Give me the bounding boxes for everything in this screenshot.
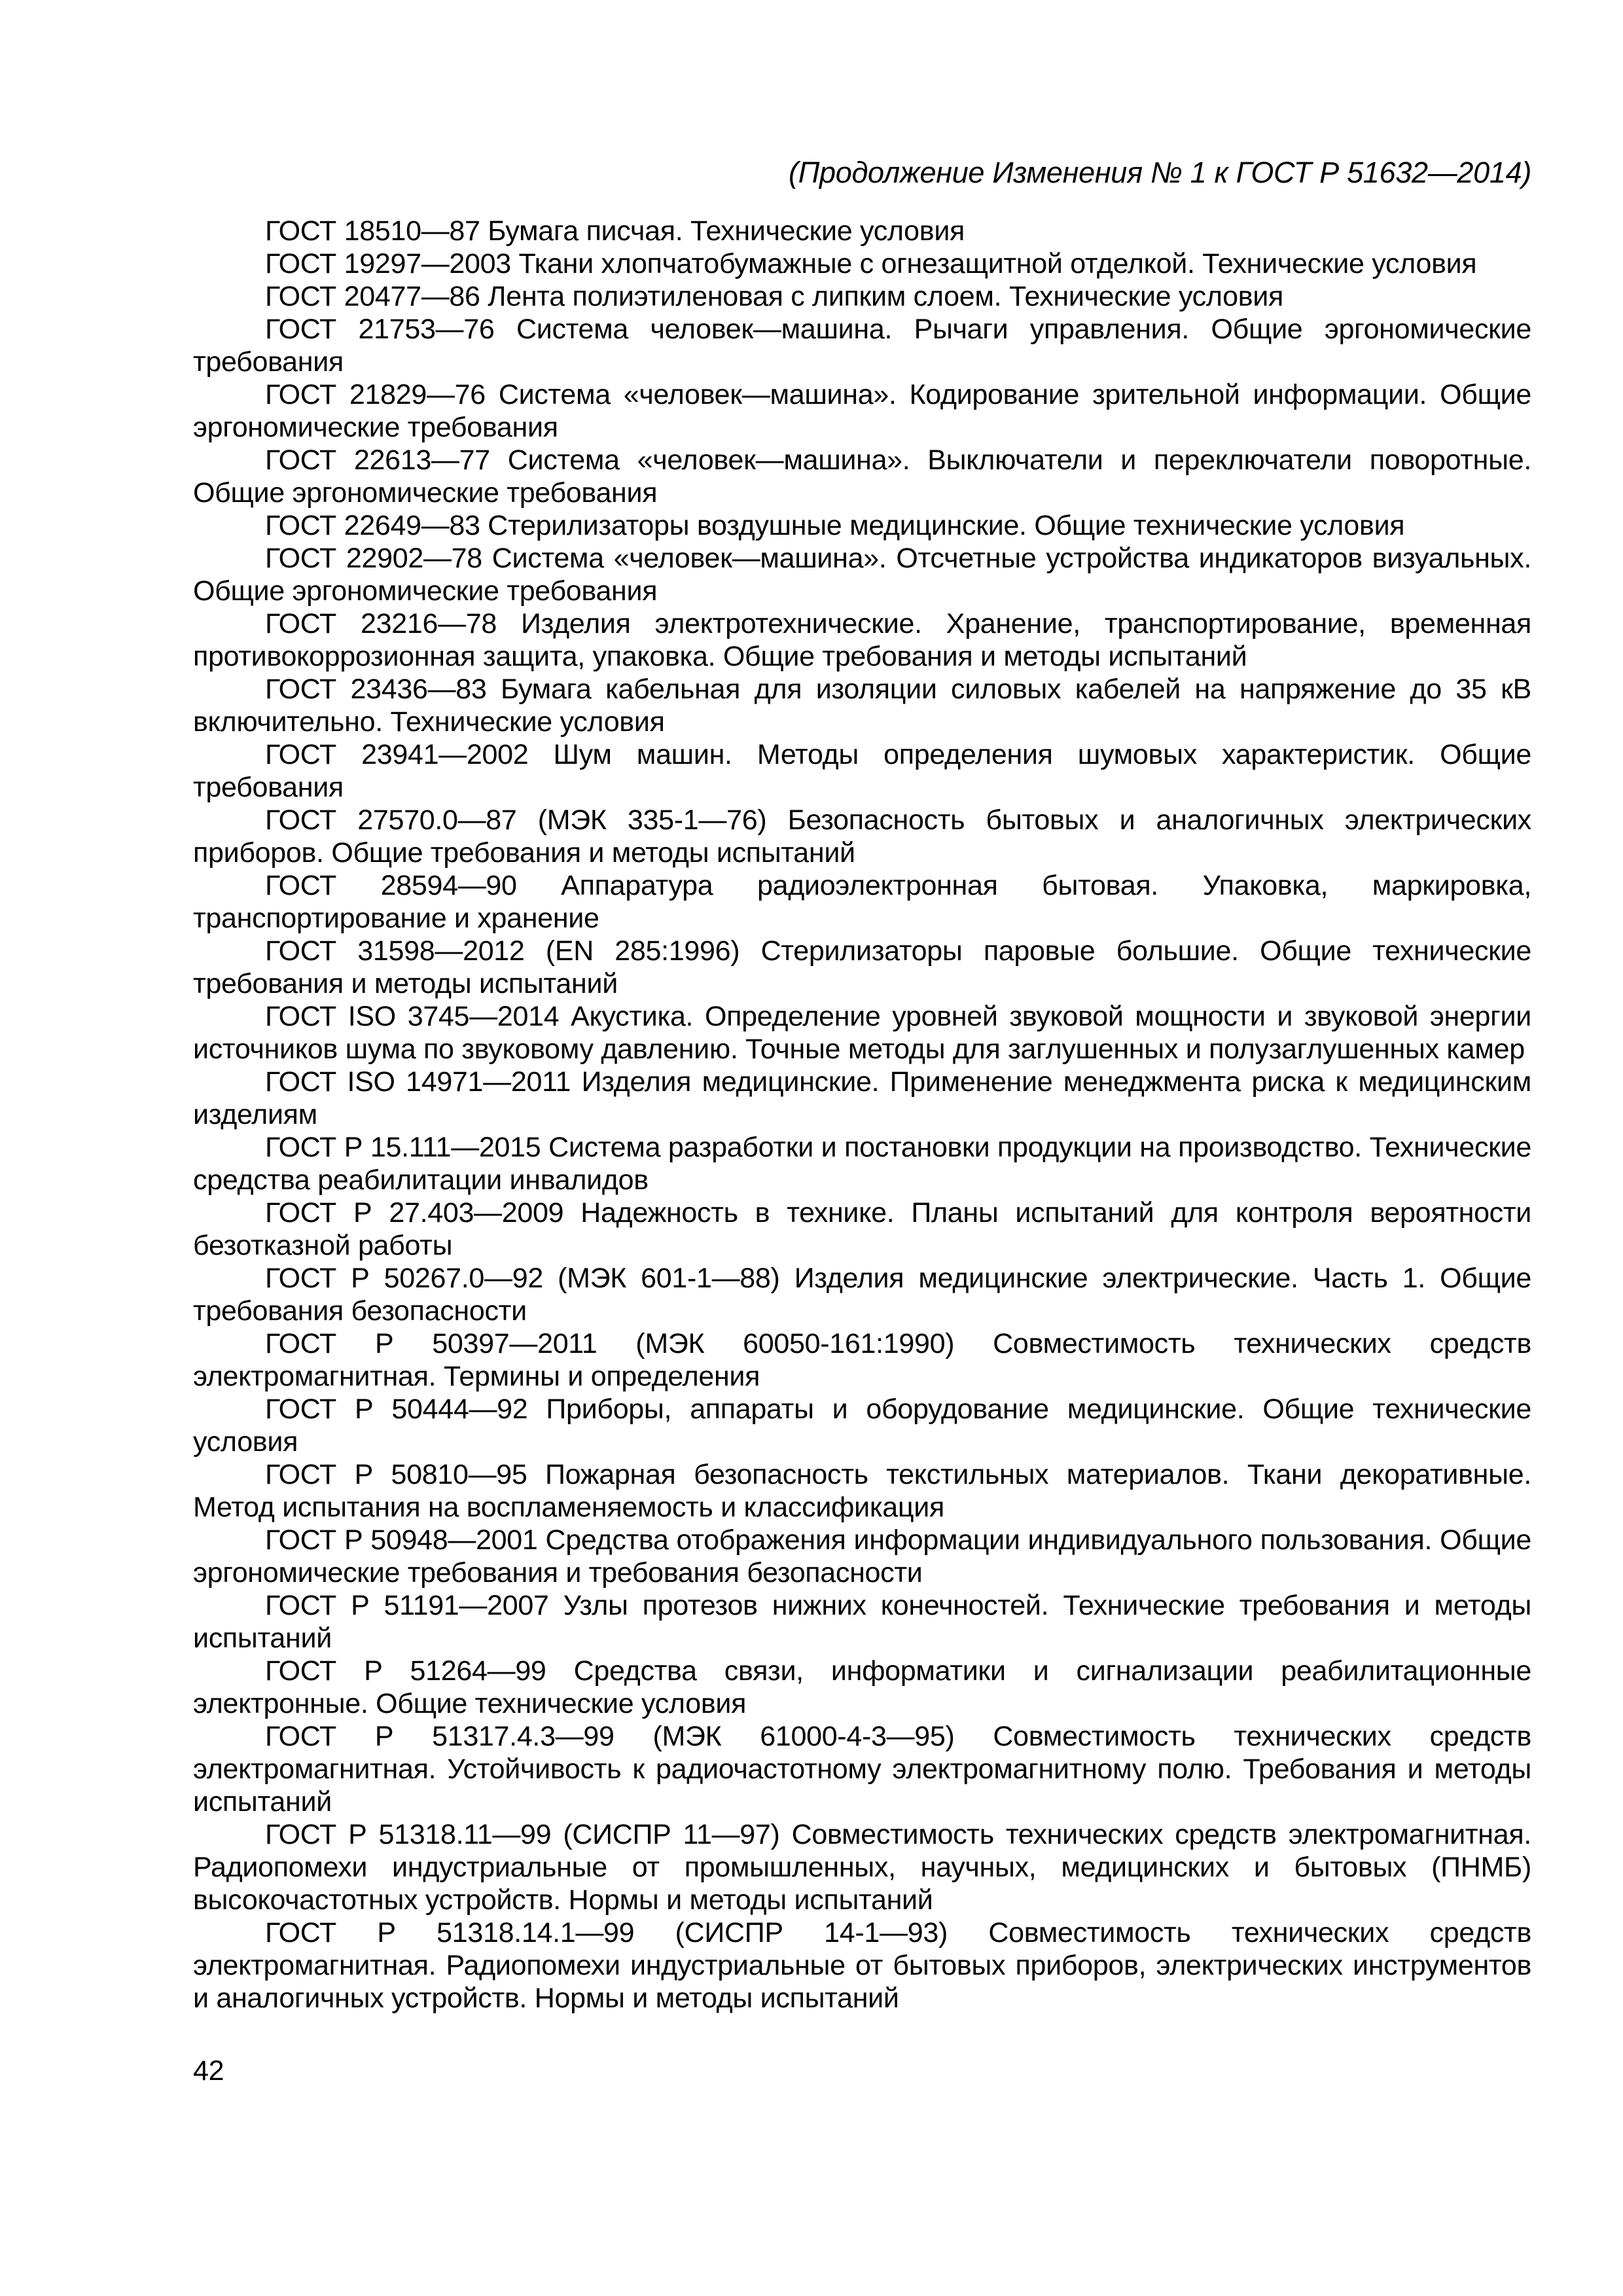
standard-entry: ГОСТ Р 15.111—2015 Система разработки и постановки продукции на производство. Технические средства реабилитации инвалидов — [193, 1132, 1531, 1196]
standard-entry: ГОСТ 28594—90 Аппаратура радиоэлектронная бытовая. Упаковка, маркировка, транспортирование и хранение — [193, 870, 1531, 934]
standards-list — [193, 215, 1531, 2015]
standard-entry: ГОСТ 18510—87 Бумага писчая. Технические условия — [265, 215, 965, 247]
standard-entry: ГОСТ Р 50397—2011 (МЭК 60050-161:1990) Совместимость технических средств электромагнитная. Термины и определения — [193, 1328, 1531, 1392]
standard-entry: ГОСТ 22902—78 Система «человек—машина». Отсчетные устройства индикаторов визуальных. Общие эргономические требования — [193, 543, 1531, 607]
standard-entry: ГОСТ Р 51317.4.3—99 (МЭК 61000-4-3—95) Совместимость технических средств электромагнитная. Устойчивость к радиочастотному электромагнитному полю. Требования и методы испытаний — [193, 1721, 1531, 1818]
standard-entry: ГОСТ 31598—2012 (EN 285:1996) Стерилизаторы паровые большие. Общие технические требования и методы испытаний — [193, 935, 1531, 999]
standard-entry: ГОСТ Р 27.403—2009 Надежность в технике. Планы испытаний для контроля вероятности безотказной работы — [193, 1197, 1531, 1261]
standard-entry: ГОСТ Р 50267.0—92 (МЭК 601-1—88) Изделия медицинские электрические. Часть 1. Общие требования безопасности — [193, 1263, 1531, 1327]
standard-entry: ГОСТ ISO 14971—2011 Изделия медицинские. Применение менеджмента риска к медицинским изделиям — [193, 1066, 1531, 1130]
standard-entry: ГОСТ Р 51318.14.1—99 (СИСПР 14-1—93) Совместимость технических средств электромагнитная. Радиопомехи индустриальные от бытовых приборов, электрических инструментов и аналогичных устройств. Нормы и методы испытаний — [193, 1917, 1531, 2014]
standard-entry: ГОСТ Р 51264—99 Средства связи, информатики и сигнализации реабилитационные электронные. Общие технические условия — [193, 1655, 1531, 1719]
running-title: (Продолжение Изменения № 1 к ГОСТ Р 51632—2014) — [789, 156, 1531, 189]
page-number: 42 — [193, 2055, 224, 2087]
standard-entry: ГОСТ Р 50810—95 Пожарная безопасность текстильных материалов. Ткани декоративные. Метод испытания на воспламеняемость и классификация — [193, 1459, 1531, 1523]
standard-entry: ГОСТ ISO 3745—2014 Акустика. Определение уровней звуковой мощности и звуковой энергии источников шума по звуковому давлению. Точные методы для заглушенных и полузаглушенных камер — [193, 1001, 1531, 1065]
standard-entry: ГОСТ Р 50948—2001 Средства отображения информации индивидуального пользования. Общие эргономические требования и требования безопасности — [193, 1524, 1531, 1588]
standard-entry: ГОСТ 22613—77 Система «человек—машина». Выключатели и переключатели поворотные. Общие эргономические требования — [193, 444, 1531, 509]
standard-entry: ГОСТ 23436—83 Бумага кабельная для изоляции силовых кабелей на напряжение до 35 кВ включительно. Технические условия — [193, 673, 1531, 738]
standard-entry: ГОСТ 20477—86 Лента полиэтиленовая с липким слоем. Технические условия — [265, 281, 1283, 312]
standard-entry: ГОСТ 21829—76 Система «человек—машина». Кодирование зрительной информации. Общие эргономические требования — [193, 379, 1531, 443]
standard-entry: ГОСТ 21753—76 Система человек—машина. Рычаги управления. Общие эргономические требования — [193, 314, 1531, 378]
standard-entry: ГОСТ Р 50444—92 Приборы, аппараты и оборудование медицинские. Общие технические условия — [193, 1393, 1531, 1458]
standard-entry: ГОСТ 22649—83 Стерилизаторы воздушные медицинские. Общие технические условия — [265, 510, 1405, 541]
standard-entry: ГОСТ 23216—78 Изделия электротехнические. Хранение, транспортирование, временная противокоррозионная защита, упаковка. Общие требования и методы испытаний — [193, 608, 1531, 672]
standard-entry: ГОСТ Р 51318.11—99 (СИСПР 11—97) Совместимость технических средств электромагнитная. Радиопомехи индустриальные от промышленных, научных, медицинских и бытовых (ПНМБ) высокочастотных устройств. Нормы и методы испытаний — [193, 1819, 1531, 1916]
standard-entry: ГОСТ 23941—2002 Шум машин. Методы определения шумовых характеристик. Общие требования — [193, 739, 1531, 803]
standard-entry: ГОСТ Р 51191—2007 Узлы протезов нижних конечностей. Технические требования и методы испытаний — [193, 1590, 1531, 1654]
standard-entry: ГОСТ 19297—2003 Ткани хлопчатобумажные с огнезащитной отделкой. Технические условия — [265, 248, 1477, 279]
standard-entry: ГОСТ 27570.0—87 (МЭК 335-1—76) Безопасность бытовых и аналогичных электрических приборов. Общие требования и методы испытаний — [193, 804, 1531, 869]
